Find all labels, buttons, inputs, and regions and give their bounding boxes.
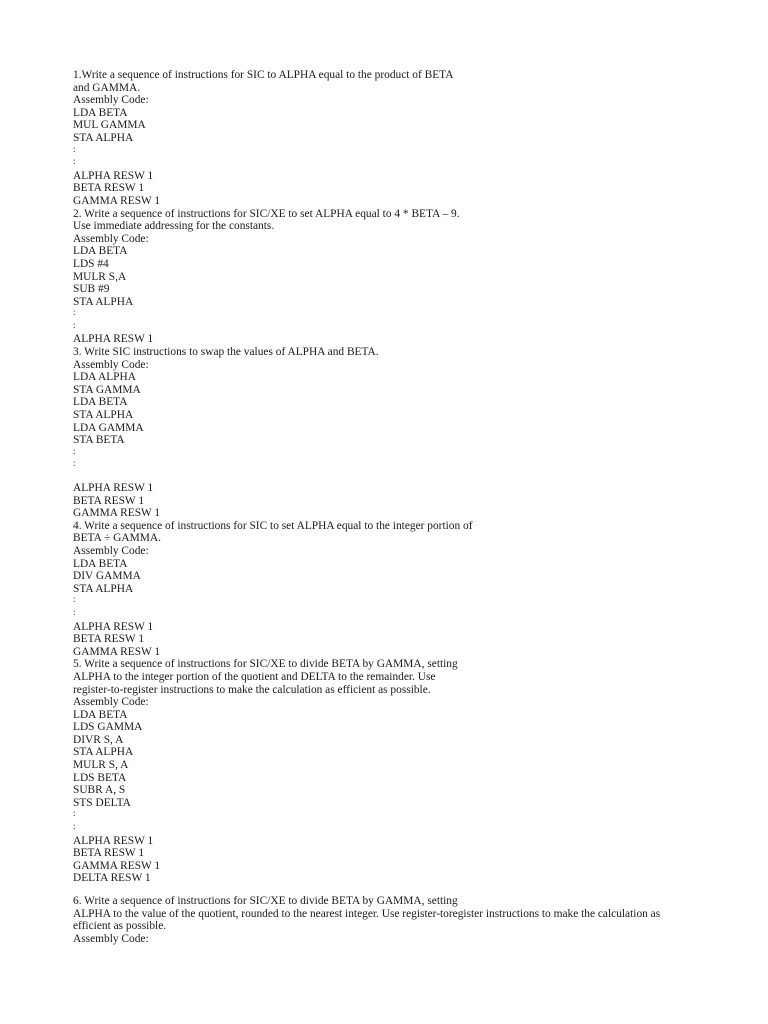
question-prompt: Use immediate addressing for the constants.	[73, 220, 275, 233]
code-line: LDA BETA	[73, 396, 128, 409]
ellipsis-colon: :	[73, 606, 76, 617]
code-line: LDA BETA	[73, 557, 128, 570]
code-line: LDS GAMMA	[73, 721, 143, 734]
question-prompt: 4. Write a sequence of instructions for SIC to set ALPHA equal to the integer portion of	[73, 519, 473, 532]
code-line: LDA ALPHA	[73, 371, 136, 384]
data-line: GAMMA RESW 1	[73, 645, 161, 658]
question-1	[73, 69, 723, 208]
ellipsis-colon: :	[73, 458, 76, 469]
code-line: STS DELTA	[73, 796, 131, 809]
code-line: LDS BETA	[73, 771, 127, 784]
data-line: GAMMA RESW 1	[73, 859, 161, 872]
ellipsis-colon: :	[73, 319, 76, 330]
code-line: LDS #4	[73, 257, 109, 270]
question-3	[73, 346, 723, 520]
ellipsis-colon: :	[73, 445, 76, 456]
data-line: BETA RESW 1	[73, 633, 145, 646]
ellipsis-colon: :	[73, 156, 76, 167]
code-line: LDA BETA	[73, 245, 128, 258]
data-line: BETA RESW 1	[73, 847, 145, 860]
question-prompt: 3. Write SIC instructions to swap the values of ALPHA and BETA.	[73, 346, 379, 359]
code-line: STA ALPHA	[73, 131, 134, 144]
code-line: STA GAMMA	[73, 383, 141, 396]
data-line: GAMMA RESW 1	[73, 194, 161, 207]
question-4	[73, 520, 723, 659]
code-line: DIV GAMMA	[73, 570, 141, 583]
ellipsis-colon: :	[73, 594, 76, 605]
assembly-code-heading: Assembly Code:	[73, 696, 149, 709]
question-prompt: 5. Write a sequence of instructions for SIC/XE to divide BETA by GAMMA, setting	[73, 658, 458, 671]
code-line: STA ALPHA	[73, 409, 134, 422]
assembly-code-heading: Assembly Code:	[73, 232, 149, 245]
assembly-code-heading: Assembly Code:	[73, 358, 149, 371]
assembly-code-heading: Assembly Code:	[73, 932, 149, 945]
code-line: STA ALPHA	[73, 746, 134, 759]
data-line: ALPHA RESW 1	[73, 169, 154, 182]
question-5	[73, 658, 723, 885]
spacer	[73, 885, 723, 895]
data-line: ALPHA RESW 1	[73, 333, 154, 346]
code-line: SUBR A, S	[73, 784, 126, 797]
assembly-code-heading: Assembly Code:	[73, 544, 149, 557]
question-prompt: ALPHA to the value of the quotient, rounded to the nearest integer. Use register-toregister instructions to make the calculation as	[73, 907, 661, 920]
question-prompt: and GAMMA.	[73, 81, 141, 94]
code-line: LDA BETA	[73, 708, 128, 721]
code-line: MULR S,A	[73, 270, 127, 283]
data-line: BETA RESW 1	[73, 494, 145, 507]
question-prompt: 1.Write a sequence of instructions for SIC to ALPHA equal to the product of BETA	[73, 69, 454, 81]
data-line: DELTA RESW 1	[73, 872, 151, 885]
code-line: STA ALPHA	[73, 295, 134, 308]
code-line: LDA BETA	[73, 106, 128, 119]
ellipsis-colon: :	[73, 307, 76, 318]
question-2	[73, 208, 723, 347]
code-line: STA ALPHA	[73, 582, 134, 595]
data-line: GAMMA RESW 1	[73, 507, 161, 520]
question-6	[73, 895, 723, 945]
question-prompt: 2. Write a sequence of instructions for SIC/XE to set ALPHA equal to 4 * BETA – 9.	[73, 207, 460, 220]
data-line: ALPHA RESW 1	[73, 482, 154, 494]
question-prompt: BETA ÷ GAMMA.	[73, 532, 161, 545]
data-line: ALPHA RESW 1	[73, 834, 154, 847]
data-line: ALPHA RESW 1	[73, 620, 154, 633]
document-page	[73, 69, 723, 945]
code-line: MUL GAMMA	[73, 119, 146, 132]
ellipsis-colon: :	[73, 143, 76, 154]
assembly-code-heading: Assembly Code:	[73, 94, 149, 107]
question-prompt: register-to-register instructions to make the calculation as efficient as possible.	[73, 683, 431, 696]
question-prompt: 6. Write a sequence of instructions for SIC/XE to divide BETA by GAMMA, setting	[73, 895, 458, 907]
code-line: STA BETA	[73, 434, 125, 447]
code-line: LDA GAMMA	[73, 421, 144, 434]
question-prompt: ALPHA to the integer portion of the quotient and DELTA to the remainder. Use	[73, 670, 436, 683]
code-line: MULR S, A	[73, 759, 129, 772]
ellipsis-colon: :	[73, 821, 76, 832]
question-prompt: efficient as possible.	[73, 920, 167, 933]
data-line: BETA RESW 1	[73, 182, 145, 195]
ellipsis-colon: :	[73, 808, 76, 819]
spacer	[73, 472, 723, 482]
code-line: DIVR S, A	[73, 733, 124, 746]
code-line: SUB #9	[73, 283, 110, 296]
